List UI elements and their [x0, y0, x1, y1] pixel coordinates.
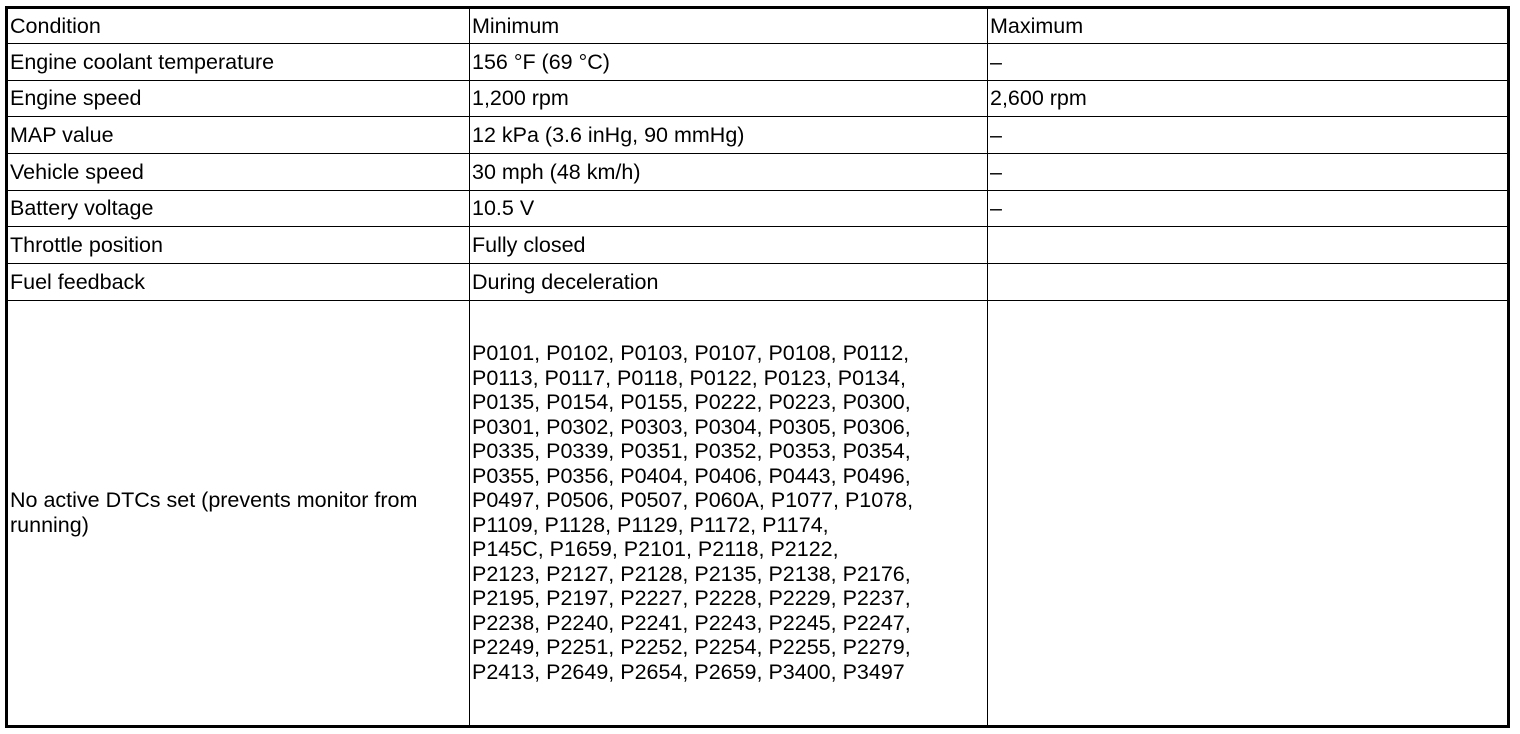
- dtc-list-line: P1109, P1128, P1129, P1172, P1174,: [472, 512, 829, 537]
- cell-maximum: –: [988, 154, 1509, 191]
- header-minimum: Minimum: [470, 8, 988, 44]
- table-row: [7, 117, 1509, 154]
- dtc-list-line: P2249, P2251, P2252, P2254, P2255, P2279,: [472, 635, 911, 660]
- table-row: [7, 154, 1509, 191]
- cell-dtc-list: [470, 300, 988, 726]
- dtc-list-line: P0497, P0506, P0507, P060A, P1077, P1078,: [472, 488, 914, 513]
- cell-condition: MAP value: [7, 117, 470, 154]
- dtc-list-line: P0355, P0356, P0404, P0406, P0443, P0496,: [472, 463, 911, 488]
- dtc-list-line: P145C, P1659, P2101, P2118, P2122,: [472, 537, 839, 562]
- cell-condition: Vehicle speed: [7, 154, 470, 191]
- cell-condition: Fuel feedback: [7, 264, 470, 301]
- cell-maximum: [988, 264, 1509, 301]
- cell-maximum: –: [988, 117, 1509, 154]
- cell-minimum: 1,200 rpm: [470, 80, 988, 117]
- cell-maximum: [988, 227, 1509, 264]
- cell-maximum: –: [988, 44, 1509, 81]
- table-row: [7, 190, 1509, 227]
- dtc-list-line: P2195, P2197, P2227, P2228, P2229, P2237,: [472, 586, 911, 611]
- table-row: [7, 44, 1509, 81]
- dtc-list-line: P0135, P0154, P0155, P0222, P0223, P0300,: [472, 390, 911, 415]
- cell-maximum: [988, 300, 1509, 726]
- cell-minimum: 10.5 V: [470, 190, 988, 227]
- cell-condition: Throttle position: [7, 227, 470, 264]
- cell-condition: Engine speed: [7, 80, 470, 117]
- cell-condition: Engine coolant temperature: [7, 44, 470, 81]
- table-row: [7, 264, 1509, 301]
- cell-maximum: 2,600 rpm: [988, 80, 1509, 117]
- cell-minimum: Fully closed: [470, 227, 988, 264]
- dtc-list-line: P2413, P2649, P2654, P2659, P3400, P3497: [472, 659, 905, 684]
- cell-condition-dtc: No active DTCs set (prevents monitor from running): [7, 300, 470, 726]
- header-maximum: Maximum: [988, 8, 1509, 44]
- dtc-list-line: P0113, P0117, P0118, P0122, P0123, P0134,: [472, 365, 906, 390]
- dtc-list-line: P2238, P2240, P2241, P2243, P2245, P2247,: [472, 610, 911, 635]
- conditions-table: [5, 6, 1510, 728]
- dtc-list-line: P0301, P0302, P0303, P0304, P0305, P0306,: [472, 414, 911, 439]
- cell-minimum: 30 mph (48 km/h): [470, 154, 988, 191]
- cell-condition: Battery voltage: [7, 190, 470, 227]
- table-row: [7, 227, 1509, 264]
- dtc-list-line: P0101, P0102, P0103, P0107, P0108, P0112,: [472, 341, 910, 366]
- cell-minimum: During deceleration: [470, 264, 988, 301]
- header-condition: Condition: [7, 8, 470, 44]
- header-row: [7, 8, 1509, 44]
- dtc-list-line: P0335, P0339, P0351, P0352, P0353, P0354,: [472, 439, 911, 464]
- table-row: [7, 80, 1509, 117]
- dtc-row: [7, 300, 1509, 726]
- dtc-list-line: P2123, P2127, P2128, P2135, P2138, P2176,: [472, 561, 911, 586]
- cell-minimum: 12 kPa (3.6 inHg, 90 mmHg): [470, 117, 988, 154]
- cell-maximum: –: [988, 190, 1509, 227]
- cell-minimum: 156 °F (69 °C): [470, 44, 988, 81]
